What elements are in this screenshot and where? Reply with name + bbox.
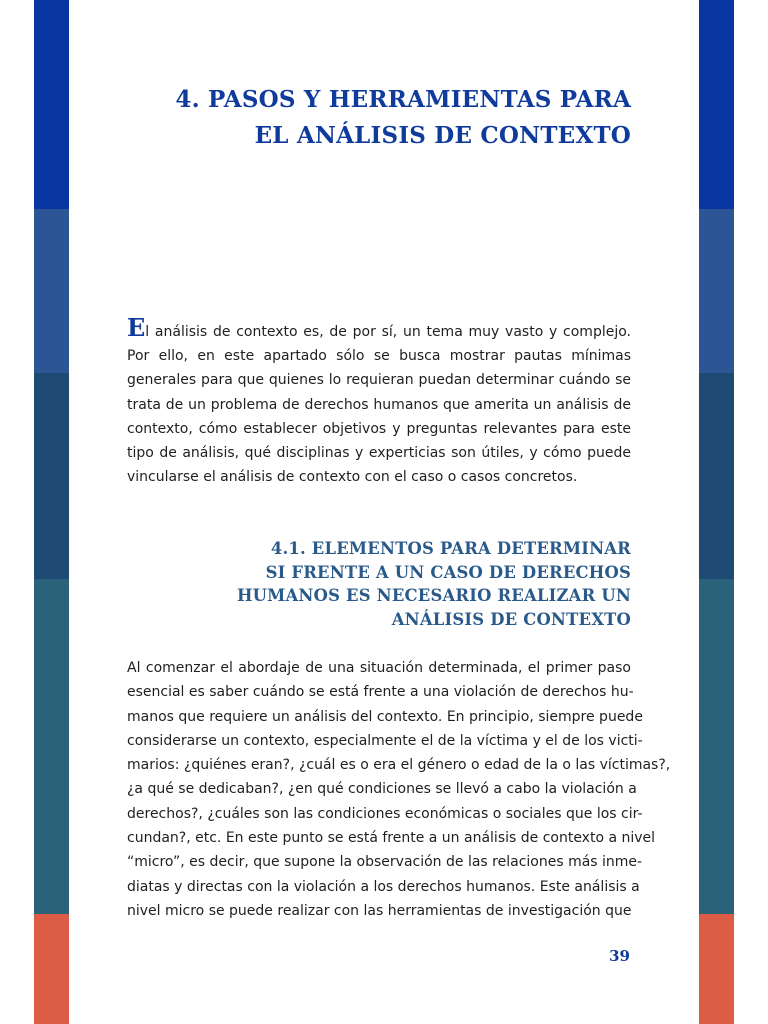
right-bar-band-1: [699, 0, 734, 209]
right-bar-band-5: [699, 914, 734, 1024]
right-bar-band-4: [699, 579, 734, 914]
left-bar-band-4: [34, 579, 69, 914]
body-line: “micro”, es decir, que supone la observación de las relaciones más inme-: [127, 854, 643, 871]
body-line: nivel micro se puede realizar con las herramientas de investigación que: [127, 902, 632, 919]
left-bar-band-1: [34, 0, 69, 209]
right-bar-band-2: [699, 209, 734, 373]
body-line: Al comenzar el abordaje de una situación determinada, el primer paso: [127, 660, 631, 676]
right-bar-band-3: [699, 373, 734, 579]
drop-cap: E: [127, 313, 146, 342]
right-color-bar: [699, 0, 734, 1024]
body-line: diatas y directas con la violación a los derechos humanos. Este análisis a: [127, 878, 640, 895]
left-bar-band-5: [34, 914, 69, 1024]
body-line: cundan?, etc. En este punto se está frente a un análisis de contexto a nivel: [127, 830, 656, 847]
body-line: esencial es saber cuándo se está frente a una violación de derechos hu-: [127, 684, 634, 701]
body-paragraph: [127, 656, 671, 923]
body-line: manos que requiere un análisis del contexto. En principio, siempre puede: [127, 708, 643, 725]
section-title-line-2: SI FRENTE A UN CASO DE DERECHOS: [265, 562, 631, 582]
section-title-line-1: 4.1. ELEMENTOS PARA DETERMINAR: [270, 539, 631, 558]
body-line: derechos?, ¿cuáles son las condiciones económicas o sociales que los cir-: [127, 805, 643, 822]
section-title-line-4: ANÁLISIS DE CONTEXTO: [391, 609, 631, 629]
intro-text: l análisis de contexto es, de por sí, un tema muy vasto y complejo. Por ello, en este apartado sólo se busca mostrar pautas mínimas generales para que quienes lo requieran puedan determinar cuándo se trata de un problema de derechos humanos que amerita un análisis de contexto, cómo establecer objetivos y preguntas relevantes para este tipo de análisis, qué disciplinas y experticias son útiles, y cómo puede vincularse el análisis de contexto con el caso o casos concretos.: [127, 324, 631, 486]
chapter-title-line-1: 4. PASOS Y HERRAMIENTAS PARA: [175, 86, 631, 113]
body-line: marios: ¿quiénes eran?, ¿cuál es o era el género o edad de la o las víctimas?,: [127, 757, 671, 774]
section-title: [200, 537, 631, 631]
left-bar-band-3: [34, 373, 69, 579]
chapter-title-line-2: EL ANÁLISIS DE CONTEXTO: [254, 122, 631, 149]
left-color-bar: [34, 0, 69, 1024]
section-title-line-3: HUMANOS ES NECESARIO REALIZAR UN: [236, 586, 631, 605]
chapter-title: [150, 82, 631, 154]
body-line: ¿a qué se dedicaban?, ¿en qué condiciones se llevó a cabo la violación a: [127, 781, 637, 798]
left-bar-band-2: [34, 209, 69, 373]
intro-paragraph: [127, 313, 631, 489]
body-line: considerarse un contexto, especialmente el de la víctima y el de los victi-: [127, 732, 643, 749]
page-number: 39: [609, 947, 630, 965]
